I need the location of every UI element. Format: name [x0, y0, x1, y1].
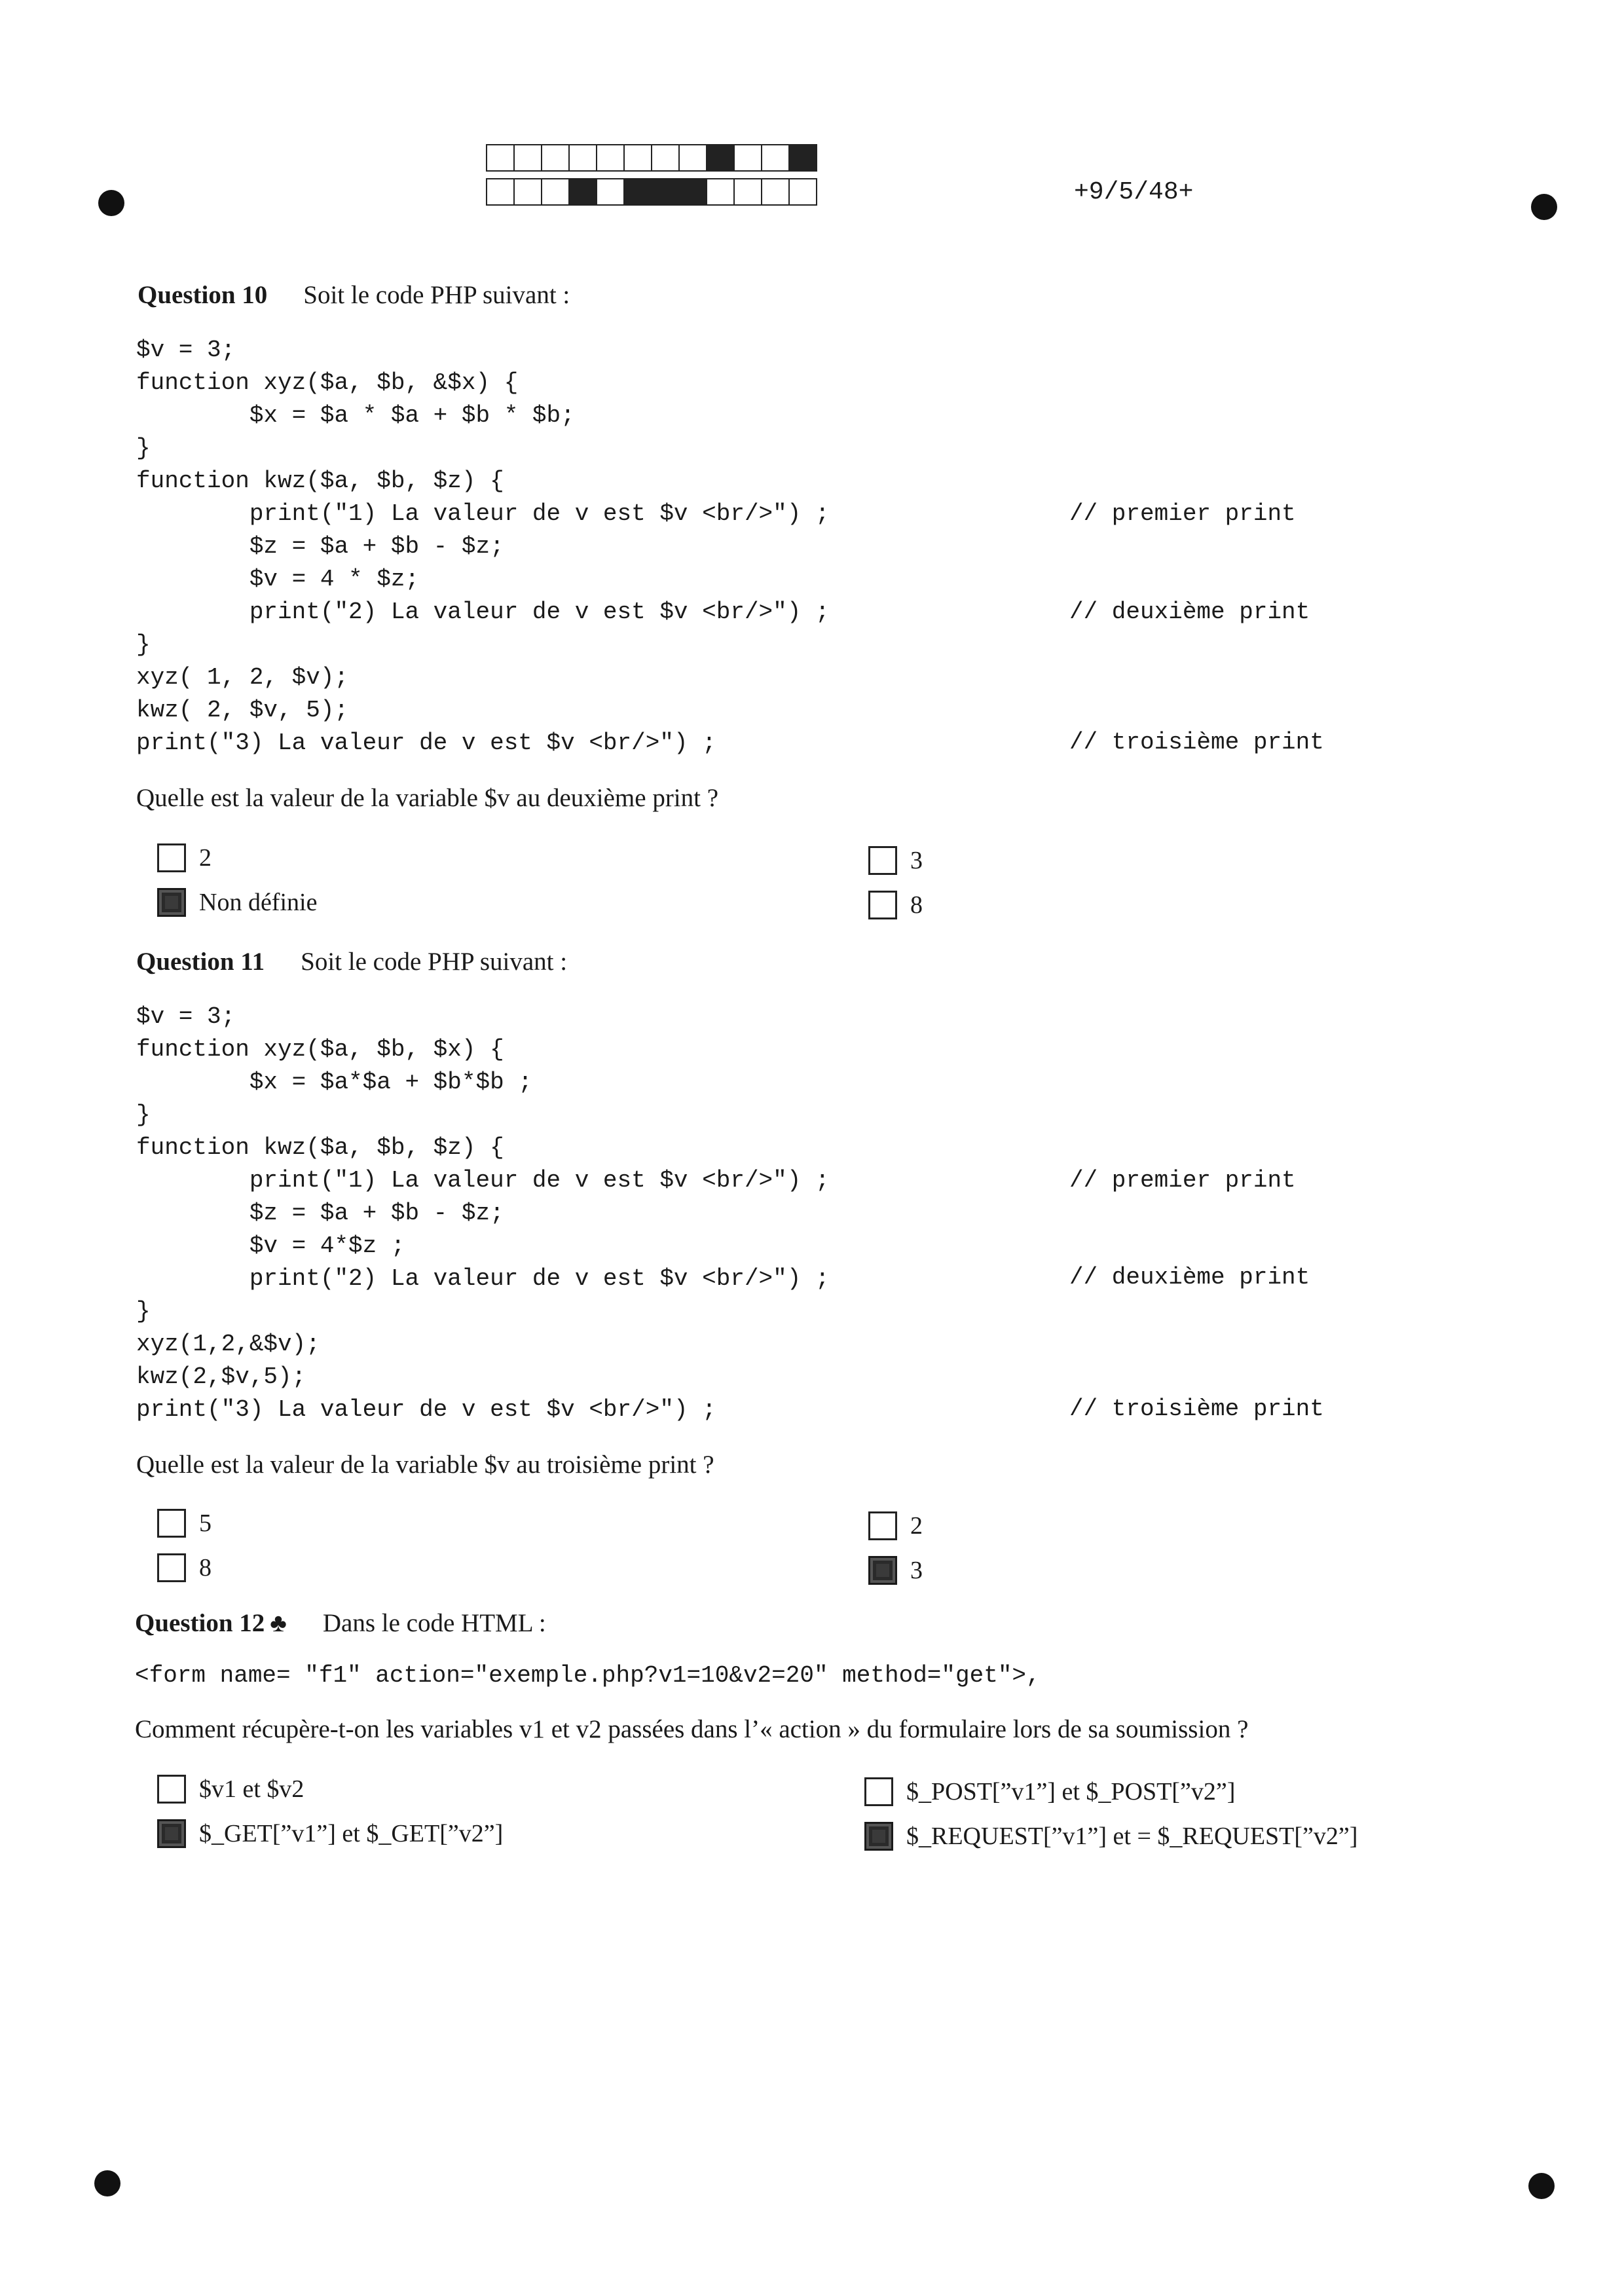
- club-icon: ♣: [270, 1609, 287, 1637]
- question-intro: Soit le code PHP suivant :: [301, 948, 568, 976]
- answer-option[interactable]: [157, 843, 212, 872]
- page-barcode: [486, 144, 816, 212]
- answer-label: 8: [910, 891, 923, 919]
- barcode-cell: [486, 144, 515, 172]
- barcode-cell: [733, 178, 762, 206]
- answer-checkbox[interactable]: [157, 1553, 186, 1582]
- barcode-cell: [678, 178, 707, 206]
- barcode-cell: [513, 144, 542, 172]
- code-comment: // premier print: [1069, 1167, 1296, 1194]
- barcode-cell: [541, 178, 570, 206]
- barcode-cell: [568, 178, 597, 206]
- barcode-cell: [733, 144, 762, 172]
- page-identifier: +9/5/48+: [1074, 178, 1194, 206]
- answer-label: $_POST[”v1”] et $_POST[”v2”]: [906, 1778, 1236, 1805]
- question-number: [135, 1609, 287, 1637]
- code-comment: // deuxième print: [1069, 1264, 1310, 1291]
- code-comment: // troisième print: [1069, 1396, 1324, 1422]
- code-comment: // troisième print: [1069, 729, 1324, 756]
- registration-mark-top-left: [98, 190, 124, 216]
- answer-label: 2: [910, 1512, 923, 1540]
- answer-label: 5: [199, 1509, 212, 1537]
- answer-option[interactable]: [157, 1553, 212, 1582]
- barcode-row: [486, 178, 816, 206]
- php-code-block: $v = 3; function xyz($a, $b, &$x) { $x = $a * $a + $b * $b; } function kwz($a, $b, $z) { print("1) La valeur de v est $v <br/>") ; $z = $a + $b - $z; $v = 4 * $z; print("2) La valeur de v est $v <br/>") ; } xyz( 1, 2, $v); kwz( 2, $v, 5); print("3) La valeur de v est $v <br/>") ;: [136, 337, 830, 756]
- php-code-block: $v = 3; function xyz($a, $b, $x) { $x = $a*$a + $b*$b ; } function kwz($a, $b, $z) { print("1) La valeur de v est $v <br/>") ; $z = $a + $b - $z; $v = 4*$z ; print("2) La valeur de v est $v <br/>") ; } xyz(1,2,&$v); kwz(2,$v,5); print("3) La valeur de v est $v <br/>") ;: [136, 1003, 830, 1423]
- answer-checkbox[interactable]: [868, 1556, 897, 1585]
- answer-option[interactable]: [864, 1777, 1235, 1806]
- answer-label: $_GET[”v1”] et $_GET[”v2”]: [199, 1820, 504, 1847]
- answer-checkbox[interactable]: [157, 1509, 186, 1538]
- question-12-header: [135, 1608, 546, 1638]
- answer-label: 3: [910, 847, 923, 874]
- barcode-cell: [761, 144, 790, 172]
- answer-checkbox[interactable]: [157, 843, 186, 872]
- barcode-cell: [568, 144, 597, 172]
- barcode-cell: [706, 178, 735, 206]
- answer-option[interactable]: [868, 1556, 923, 1585]
- question-number-text: Question 12: [135, 1609, 265, 1637]
- question-11-header: [136, 947, 567, 976]
- answer-label: Non définie: [199, 889, 318, 916]
- registration-mark-top-right: [1531, 194, 1557, 220]
- answer-label: 2: [199, 844, 212, 872]
- barcode-cell: [651, 144, 680, 172]
- barcode-cell: [788, 178, 817, 206]
- barcode-cell: [513, 178, 542, 206]
- barcode-cell: [541, 144, 570, 172]
- answer-label: $v1 et $v2: [199, 1775, 304, 1803]
- code-comment: // deuxième print: [1069, 599, 1310, 625]
- answer-label: $_REQUEST[”v1”] et = $_REQUEST[”v2”]: [906, 1823, 1358, 1850]
- barcode-cell: [788, 144, 817, 172]
- answer-option[interactable]: [157, 1775, 304, 1804]
- answer-checkbox[interactable]: [157, 1819, 186, 1848]
- answer-checkbox[interactable]: [868, 1511, 897, 1540]
- question-10-header: [138, 280, 570, 310]
- registration-mark-bottom-left: [94, 2170, 120, 2196]
- answer-checkbox[interactable]: [868, 846, 897, 875]
- barcode-cell: [596, 144, 625, 172]
- answer-option[interactable]: [157, 1819, 503, 1848]
- question-number: Question 11: [136, 948, 265, 976]
- answer-option[interactable]: [868, 846, 923, 875]
- answer-option[interactable]: [868, 1511, 923, 1540]
- question-prompt: Quelle est la valeur de la variable $v au deuxième print ?: [136, 784, 719, 812]
- answer-option[interactable]: [157, 1509, 212, 1538]
- answer-checkbox[interactable]: [864, 1777, 893, 1806]
- answer-checkbox[interactable]: [868, 891, 897, 919]
- html-code-line: <form name= "f1" action="exemple.php?v1=10&v2=20" method="get">,: [135, 1662, 1041, 1689]
- question-number: Question 10: [138, 281, 268, 309]
- question-intro: Dans le code HTML :: [322, 1609, 546, 1637]
- question-prompt: Quelle est la valeur de la variable $v au troisième print ?: [136, 1451, 714, 1479]
- barcode-row: [486, 144, 816, 172]
- answer-checkbox[interactable]: [157, 1775, 186, 1804]
- question-intro: Soit le code PHP suivant :: [303, 281, 570, 309]
- barcode-cell: [761, 178, 790, 206]
- answer-label: 8: [199, 1554, 212, 1582]
- question-prompt: Comment récupère-t-on les variables v1 et v2 passées dans l’« action » du formulaire lors de sa soumission ?: [135, 1715, 1249, 1743]
- barcode-cell: [623, 178, 652, 206]
- barcode-cell: [651, 178, 680, 206]
- barcode-cell: [596, 178, 625, 206]
- barcode-cell: [706, 144, 735, 172]
- code-comment: // premier print: [1069, 500, 1296, 527]
- answer-option[interactable]: [157, 888, 317, 917]
- answer-option[interactable]: [864, 1822, 1357, 1851]
- answer-checkbox[interactable]: [157, 888, 186, 917]
- barcode-cell: [486, 178, 515, 206]
- answer-label: 3: [910, 1557, 923, 1584]
- registration-mark-bottom-right: [1528, 2173, 1555, 2199]
- barcode-cell: [623, 144, 652, 172]
- answer-option[interactable]: [868, 891, 923, 919]
- barcode-cell: [678, 144, 707, 172]
- answer-checkbox[interactable]: [864, 1822, 893, 1851]
